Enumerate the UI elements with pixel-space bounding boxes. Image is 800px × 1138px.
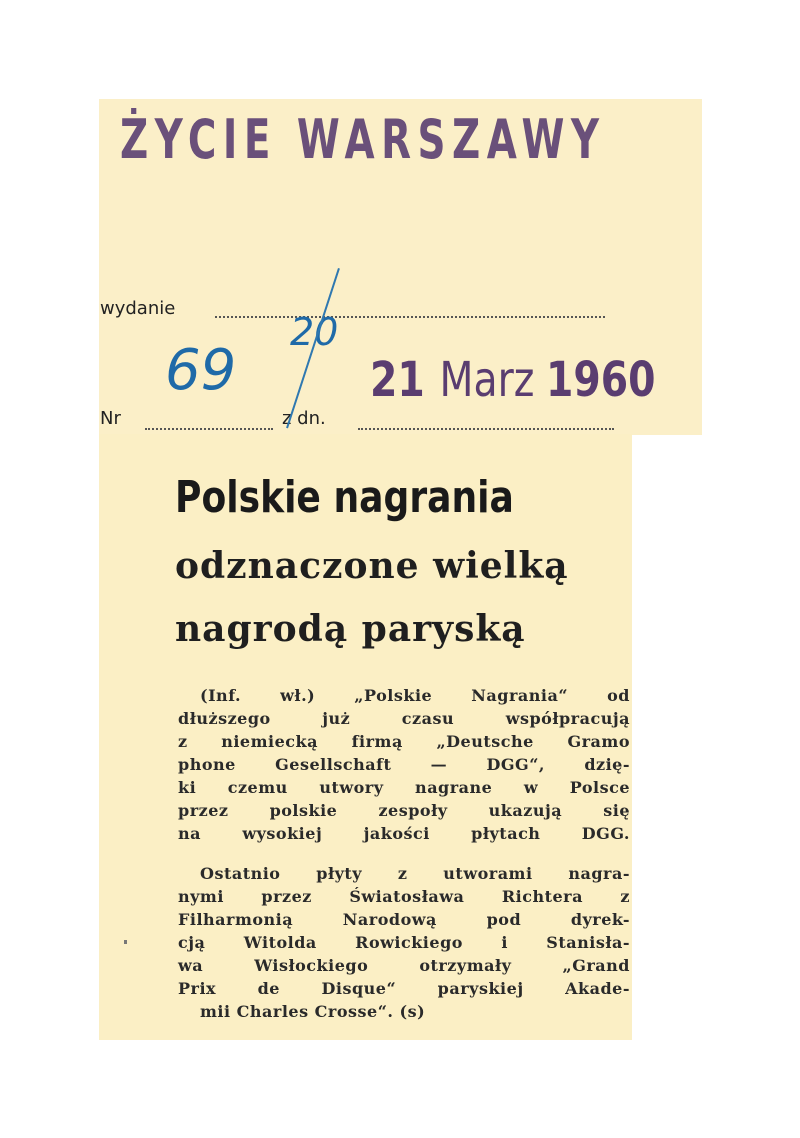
paragraph-line: mii Charles Crosse“. (s) — [200, 1002, 426, 1021]
number-line — [145, 428, 273, 430]
paragraph-line: (Inf. wł.) „Polskie Nagrania“ od — [200, 686, 630, 705]
edition-line — [215, 316, 605, 318]
newspaper-name-stamp: ŻYCIE WARSZAWY — [120, 108, 606, 171]
paragraph-line: Filharmonią Narodową pod dyrek- — [178, 910, 630, 929]
edition-label: wydanie — [100, 298, 176, 319]
paragraph-line: dłuższego już czasu współpracują — [178, 709, 630, 728]
paragraph-line: cją Witolda Rowickiego i Stanisła- — [178, 933, 630, 952]
handwritten-number: 69 — [165, 338, 237, 403]
paragraph-line: wa Wisłockiego otrzymały „Grand — [178, 956, 630, 975]
date-line — [358, 428, 614, 430]
paragraph-line: nymi przez Światosława Richtera z — [178, 887, 630, 906]
ink-speck — [124, 940, 127, 944]
date-label: z dn. — [282, 408, 326, 429]
paragraph-line: ki czemu utwory nagrane w Polsce — [178, 778, 630, 797]
headline-line-3: nagrodą paryską — [175, 608, 526, 650]
date-stamp-month: Marz — [439, 352, 535, 408]
number-label: Nr — [100, 408, 121, 429]
date-stamp — [370, 352, 655, 408]
paragraph-line: phone Gesellschaft — DGG“, dzię- — [178, 755, 630, 774]
paragraph-line: Prix de Disque“ paryskiej Akade- — [178, 979, 630, 998]
headline-line-1: Polskie nagrania — [175, 472, 514, 523]
headline-line-2: odznaczone wielką — [175, 545, 569, 587]
paragraph-line: Ostatnio płyty z utworami nagra- — [200, 864, 630, 883]
handwritten-fraction: 20 — [290, 310, 339, 354]
date-stamp-day: 21 — [370, 352, 425, 408]
paragraph-line: przez polskie zespoły ukazują się — [178, 801, 630, 820]
paragraph-line: na wysokiej jakości płytach DGG. — [178, 824, 630, 843]
date-stamp-year: 1960 — [545, 352, 656, 408]
paragraph-line: z niemiecką firmą „Deutsche Gramo — [178, 732, 630, 751]
